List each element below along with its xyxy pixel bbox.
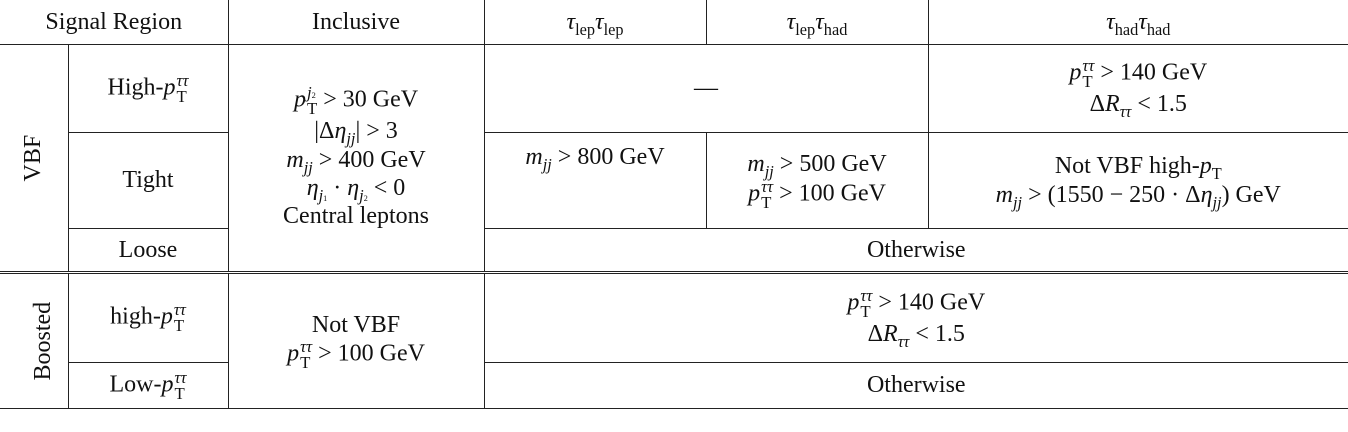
boosted-low-pt-all: Otherwise — [484, 363, 1348, 409]
vbf-tight-lep-lep: $m_{jj} > 800$ GeV — [484, 133, 706, 229]
header-had-had: $\tau_{had}\tau_{had}$ — [928, 0, 1348, 45]
boosted-high-pt-label: high-p ττ T — [68, 273, 228, 363]
vbf-tight-lep-had: $m_{jj} > 500$ GeV p ττ T > 100 GeV — [706, 133, 928, 229]
boosted-low-pt-label: Low-p ττ T — [68, 363, 228, 409]
boosted-low-pt-row — [0, 363, 1348, 409]
vbf-tight-label: Tight — [68, 133, 228, 229]
header-inclusive: Inclusive — [228, 0, 484, 45]
vbf-inclusive-cuts — [228, 45, 484, 273]
vbf-high-pt-label: High-p ττ T — [68, 45, 228, 133]
vbf-tight-had-had: Not VBF high-$p_T$ $m_{jj} > (1550 - 250 \cdot \Delta\eta_{jj})$ GeV — [928, 133, 1348, 229]
boosted-high-pt-all: p ττ T > 140 GeV $\Delta R_{\tau\tau} < 1.5$ — [484, 273, 1348, 363]
header-lep-had: $\tau_{lep}\tau_{had}$ — [706, 0, 928, 45]
vbf-tight-row — [0, 133, 1348, 229]
boosted-label-cell — [0, 273, 68, 409]
boosted-cut-not-vbf: Not VBF — [311, 311, 401, 338]
vbf-loose-label: Loose — [68, 229, 228, 273]
vbf-label-cell — [0, 45, 68, 273]
header-lep-lep: $\tau_{lep}\tau_{lep}$ — [484, 0, 706, 45]
vbf-label: VBF — [20, 134, 47, 182]
vbf-cut-mjj: $m_{jj} > 400$ GeV — [286, 146, 426, 177]
vbf-cut-central-leptons: Central leptons — [283, 203, 429, 230]
vbf-high-pt-row — [0, 45, 1348, 133]
vbf-loose-row — [0, 229, 1348, 273]
vbf-cut-eta-product: $\eta_{j1} \cdot \eta_{j2} < 0$ — [306, 174, 406, 205]
vbf-high-pt-lep-cells: — — [484, 45, 928, 133]
vbf-cut-delta-eta: $|\Delta\eta_{jj}| > 3$ — [314, 118, 398, 149]
boosted-high-pt-row — [0, 273, 1348, 363]
vbf-loose-all: Otherwise — [484, 229, 1348, 273]
boosted-inclusive-cuts — [228, 273, 484, 409]
boosted-label: Boosted — [30, 301, 57, 381]
vbf-high-pt-had-had: p ττ T > 140 GeV $\Delta R_{\tau\tau} < 1.5$ — [928, 45, 1348, 133]
boosted-cut-pt: p ττ T > 100 GeV — [287, 337, 425, 373]
vbf-cut-pt-j2: p j2 T > 30 GeV — [293, 83, 419, 119]
header-signal-region: Signal Region — [45, 8, 183, 35]
header-row — [0, 0, 1348, 45]
